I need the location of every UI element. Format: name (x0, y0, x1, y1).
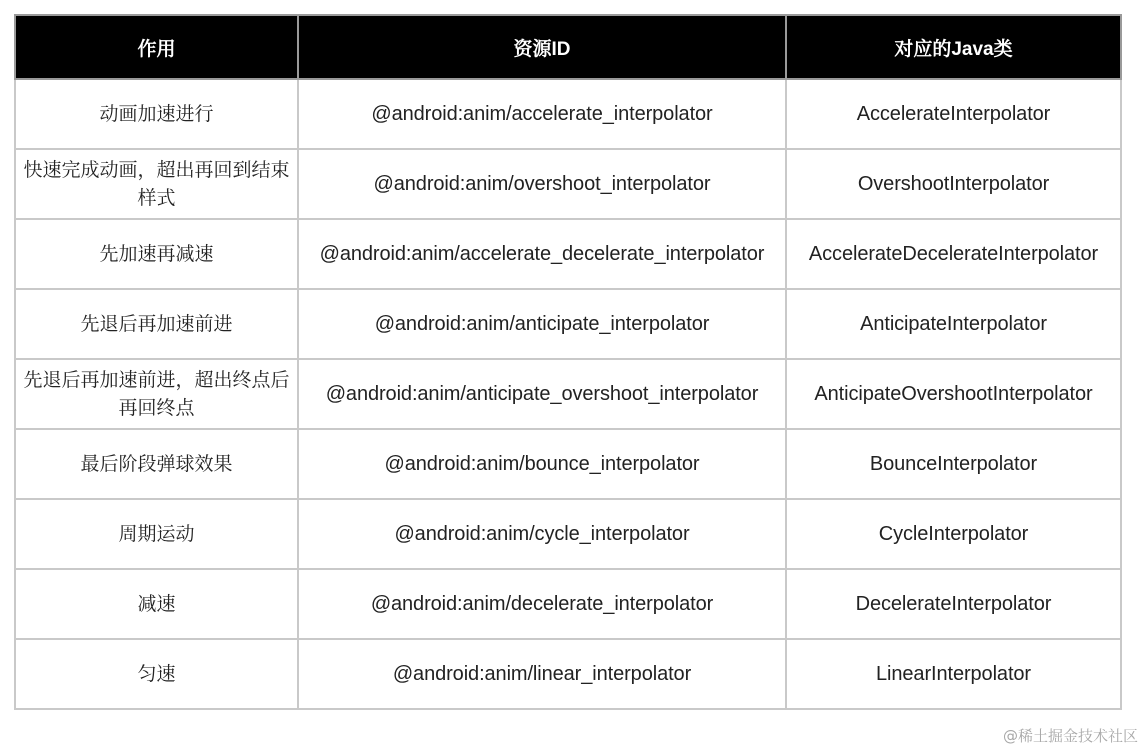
table-row (15, 639, 1121, 709)
table-row (15, 429, 1121, 499)
table-row (15, 499, 1121, 569)
cell-resource-id: @android:anim/bounce_interpolator (298, 429, 786, 499)
table-row (15, 79, 1121, 149)
table-row (15, 149, 1121, 219)
cell-java-class: AnticipateInterpolator (786, 289, 1121, 359)
interpolator-table (14, 14, 1122, 710)
cell-java-class: AnticipateOvershootInterpolator (786, 359, 1121, 429)
cell-java-class: AccelerateDecelerateInterpolator (786, 219, 1121, 289)
table-row (15, 359, 1121, 429)
cell-resource-id: @android:anim/cycle_interpolator (298, 499, 786, 569)
cell-purpose: 匀速 (15, 639, 298, 709)
cell-java-class: AccelerateInterpolator (786, 79, 1121, 149)
cell-resource-id: @android:anim/linear_interpolator (298, 639, 786, 709)
cell-resource-id: @android:anim/decelerate_interpolator (298, 569, 786, 639)
cell-purpose: 先退后再加速前进，超出终点后再回终点 (15, 359, 298, 429)
cell-purpose: 周期运动 (15, 499, 298, 569)
cell-resource-id: @android:anim/accelerate_interpolator (298, 79, 786, 149)
header-row (15, 15, 1121, 79)
watermark: @稀土掘金技术社区 (1002, 727, 1138, 745)
interpolator-table-container (14, 14, 1120, 710)
cell-resource-id: @android:anim/anticipate_overshoot_interpolator (298, 359, 786, 429)
cell-purpose: 快速完成动画，超出再回到结束样式 (15, 149, 298, 219)
cell-java-class: LinearInterpolator (786, 639, 1121, 709)
header-resource-id: 资源ID (298, 15, 786, 79)
header-java-class: 对应的Java类 (786, 15, 1121, 79)
cell-purpose: 最后阶段弹球效果 (15, 429, 298, 499)
header-purpose: 作用 (15, 15, 298, 79)
table-row (15, 569, 1121, 639)
cell-java-class: CycleInterpolator (786, 499, 1121, 569)
cell-purpose: 动画加速进行 (15, 79, 298, 149)
cell-resource-id: @android:anim/anticipate_interpolator (298, 289, 786, 359)
cell-java-class: BounceInterpolator (786, 429, 1121, 499)
table-body (15, 79, 1121, 709)
cell-java-class: DecelerateInterpolator (786, 569, 1121, 639)
cell-purpose: 先退后再加速前进 (15, 289, 298, 359)
table-header (15, 15, 1121, 79)
cell-purpose: 先加速再减速 (15, 219, 298, 289)
table-row (15, 289, 1121, 359)
table-row (15, 219, 1121, 289)
cell-purpose: 减速 (15, 569, 298, 639)
cell-java-class: OvershootInterpolator (786, 149, 1121, 219)
cell-resource-id: @android:anim/accelerate_decelerate_interpolator (298, 219, 786, 289)
cell-resource-id: @android:anim/overshoot_interpolator (298, 149, 786, 219)
